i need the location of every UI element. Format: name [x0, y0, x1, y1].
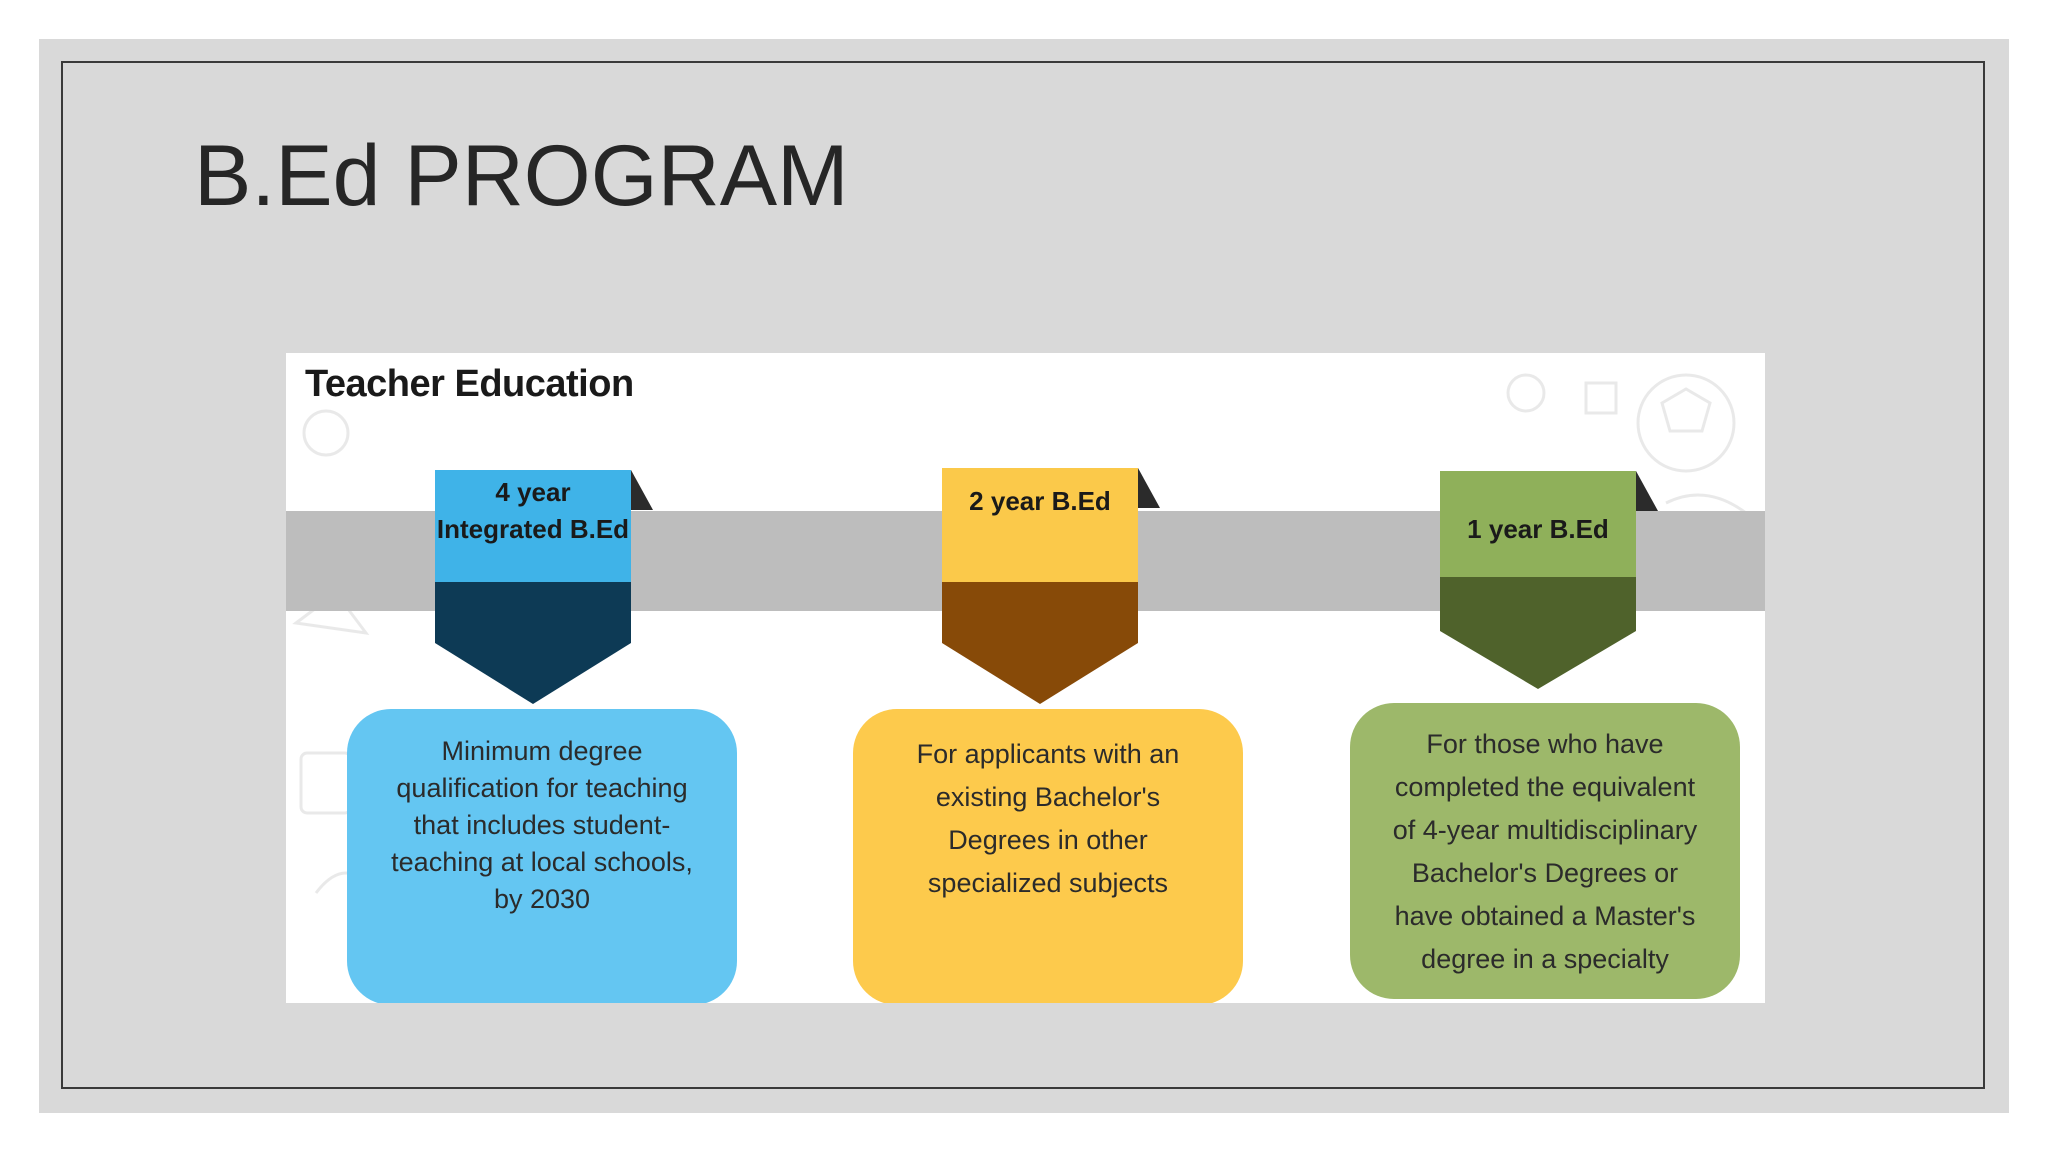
slide [39, 39, 2009, 1113]
program-label-2: 2 year B.Ed [969, 486, 1111, 516]
program-description-3: For those who have completed the equivalent of 4-year multidisciplinary Bachelor's Degrees or have obtained a Master's degree in a specialty [1350, 703, 1740, 999]
program-description-2: For applicants with an existing Bachelor's Degrees in other specialized subjects [853, 709, 1243, 1003]
program-label-1: 4 year Integrated B.Ed [436, 477, 630, 544]
infographic-title: Teacher Education [305, 363, 634, 405]
program-tag-3 [1440, 471, 1660, 701]
slide-title: B.Ed PROGRAM [194, 128, 849, 224]
program-label-3: 1 year B.Ed [1467, 514, 1609, 544]
program-description-1: Minimum degree qualification for teaching that includes student-teaching at local schools, by 2030 [347, 709, 737, 1003]
teacher-education-infographic [286, 353, 1765, 1003]
